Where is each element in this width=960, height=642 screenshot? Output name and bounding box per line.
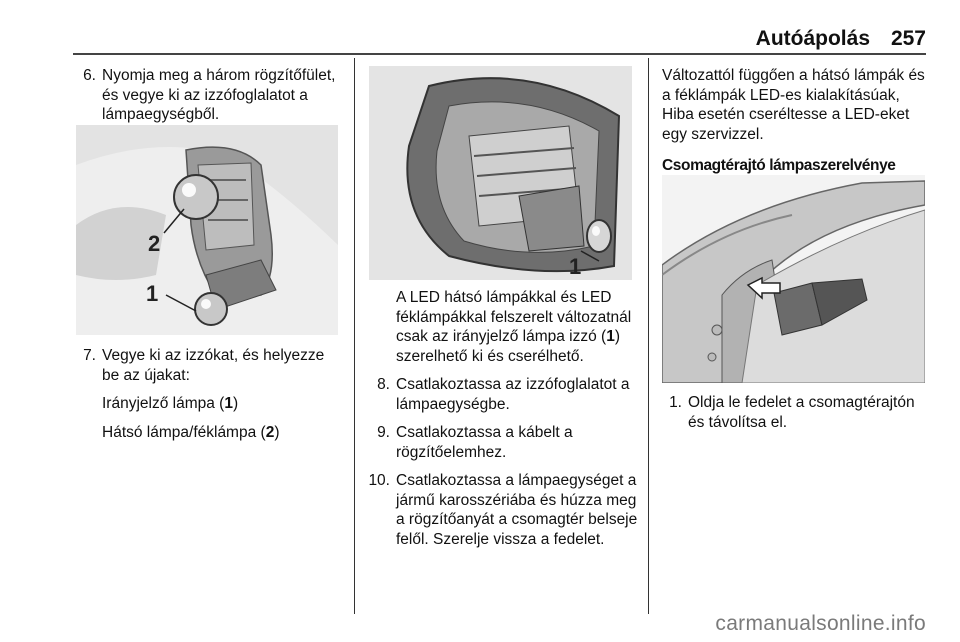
section-title: Csomagtérajtó lámpaszerelvénye <box>662 157 896 174</box>
step-9 <box>364 423 640 462</box>
step-number: 1. <box>669 394 682 411</box>
page-title: Autóápolás <box>755 27 870 50</box>
step-number: 10. <box>368 472 390 489</box>
watermark: carmanualsonline.info <box>715 612 926 635</box>
column-divider-1 <box>354 58 355 614</box>
step-1 <box>662 393 927 432</box>
step-number: 7. <box>83 347 96 364</box>
step-6 <box>76 66 342 125</box>
callout-1: 1 <box>569 254 582 279</box>
step-text: Csatlakoztassa az izzófoglalatot a lámpaegységbe. <box>396 376 630 413</box>
column-2 <box>364 288 640 549</box>
step-8 <box>364 375 640 414</box>
step-number: 8. <box>377 376 390 393</box>
step-text: Csatlakoztassa a lámpaegységet a jármű karosszériába és húzza meg a rögzítőanyát a csomagtér belseje felől. Szerelje vissza a fedelet. <box>396 472 638 548</box>
step-text: Vegye ki az izzókat, és helyezze be az újakat: <box>102 347 325 384</box>
step-text: Csatlakoztassa a kábelt a rögzítőelemhez. <box>396 424 573 461</box>
step-number: 9. <box>377 424 390 441</box>
bulb-line-2: Hátsó lámpa/féklámpa (2) <box>102 423 280 441</box>
column-1-lower <box>76 346 342 442</box>
step-7 <box>76 346 342 385</box>
figure-tailgate <box>662 175 925 383</box>
callout-1: 1 <box>146 281 159 306</box>
figure-led-holder <box>369 66 632 280</box>
step-text: Nyomja meg a három rögzítőfület, és vegye ki az izzófoglalatot a lámpaegységből. <box>102 67 336 123</box>
step-10 <box>364 471 640 549</box>
column-3 <box>662 66 927 176</box>
column-1 <box>76 66 342 125</box>
page-number: 257 <box>890 27 926 50</box>
column-divider-2 <box>648 58 649 614</box>
bulb-line-1: Irányjelző lámpa (1) <box>102 395 239 412</box>
figure-bulb-holder <box>76 125 338 335</box>
step-number: 6. <box>83 67 96 84</box>
led-note: A LED hátsó lámpákkal és LED féklámpákkal felszerelt változatnál csak az irányjelző lámpa izzó (1) szerelhető ki és cserélhető. <box>396 289 632 365</box>
callout-2: 2 <box>148 231 161 256</box>
led-intro: Változattól függően a hátsó lámpák és a féklámpák LED-es kialakításúak, Hiba esetén cseréltesse a LED-eket egy szervizzel. <box>662 67 925 143</box>
column-3-lower <box>662 393 927 432</box>
step-text: Oldja le fedelet a csomagtérajtón és távolítsa el. <box>688 394 915 431</box>
header-rule <box>73 53 926 55</box>
